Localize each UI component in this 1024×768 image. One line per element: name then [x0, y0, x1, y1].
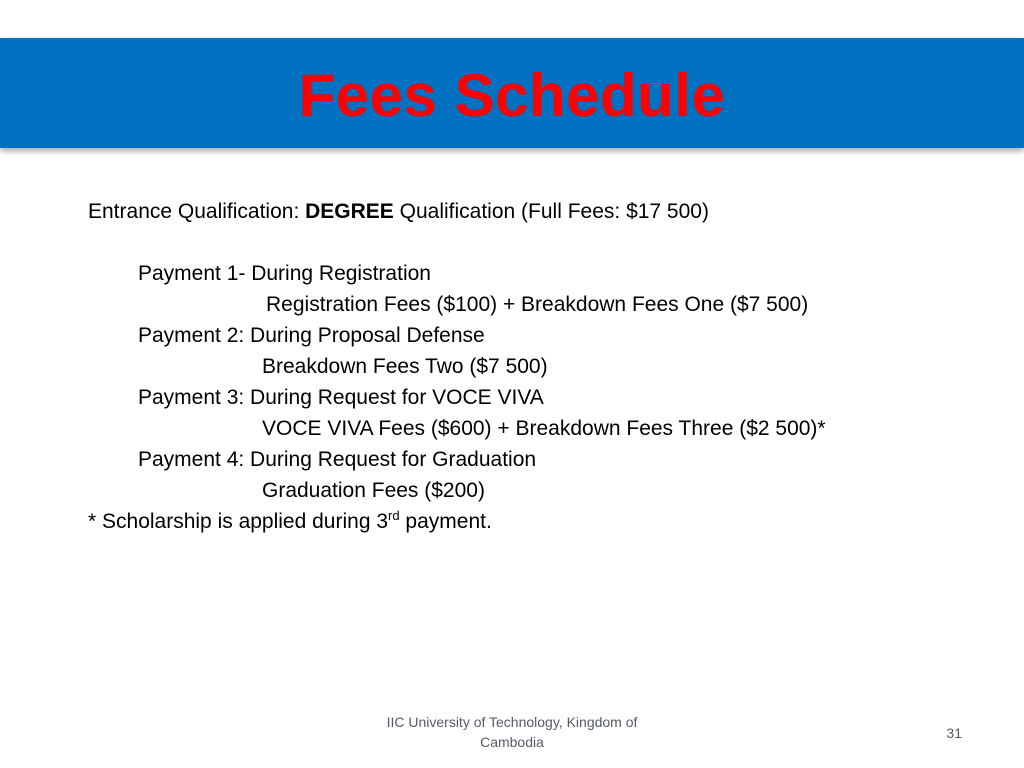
payment-4-heading: Payment 4: During Request for Graduation [138, 448, 537, 471]
slide-body [88, 196, 988, 537]
scholarship-note [88, 506, 988, 537]
payment-4-detail: Graduation Fees ($200) [262, 479, 485, 502]
payment-2-detail: Breakdown Fees Two ($7 500) [262, 355, 548, 378]
title-bar [0, 38, 1024, 148]
slide-title: Fees Schedule [298, 62, 726, 129]
note-suffix: payment. [399, 510, 492, 533]
entrance-qualification [88, 196, 988, 227]
page-number: 31 [946, 725, 962, 741]
entrance-degree: DEGREE [305, 200, 394, 223]
footer-organization: IIC University of Technology, Kingdom of Cambodia [386, 714, 638, 750]
note-prefix: * Scholarship is applied during 3 [88, 510, 389, 533]
note-superscript: rd [388, 508, 400, 523]
entrance-suffix: Qualification (Full Fees: $17 500) [393, 200, 709, 223]
payment-1-detail: Registration Fees ($100) + Breakdown Fees One ($7 500) [266, 293, 809, 316]
payment-3-detail: VOCE VIVA Fees ($600) + Breakdown Fees Three ($2 500)* [262, 417, 826, 440]
spacer [88, 227, 988, 258]
payment-1-heading: Payment 1- During Registration [138, 262, 431, 285]
entrance-prefix: Entrance Qualification: [88, 200, 306, 223]
payment-3-heading: Payment 3: During Request for VOCE VIVA [138, 386, 544, 409]
payment-2-heading: Payment 2: During Proposal Defense [138, 324, 485, 347]
